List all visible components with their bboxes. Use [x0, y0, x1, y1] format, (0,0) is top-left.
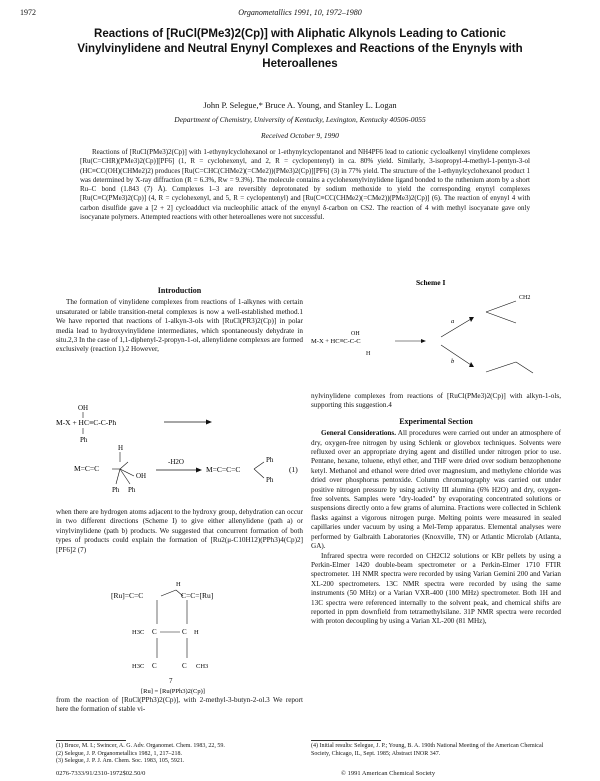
- eq1-ph-2: Ph: [112, 486, 120, 494]
- abstract: Reactions of [RuCl(PMe3)2(Cp)] with 1-ethynylcyclohexanol or 1-ethynylcyclopentanol and NH4PF6 lead to cationic cycloalkenyl vinylidene complexes [Ru(C=CHR)(PMe3)2(Cp)][PF6] (1, R = cyclohexenyl, and 2, R = cyclopentenyl) in ca. 80% yield. Similarly, 3-isopropyl-4-methyl-1-pentyn-3-ol (HC≡CC(OH)(CHMe2)2) produces [Ru(C=CHC(CHMe2)(=CMe2))(PMe3)2(Cp)][PF6] (3) in 77% yield. The structure of the 1-ethynylcyclohexanol product 1 was determined by X-ray diffraction (R = 6.3%, Rw = 9.3%). The molecule contains a cyclohexenylvinylidene ligand bonded to the ruthenium atom by a short Ru–C bond (1.843 (7) Å). Complexes 1–3 are reversibly deprotonated by sodium methoxide to yield the corresponding enynyl complexes [Ru(C≡C(PMe3)2(Cp)] (4, R = cyclohexenyl, and 5, R = cyclopentenyl) and [Ru(C≡CC(CHMe2)(=CMe2))(PMe3)2(Cp)] (6). The reaction of enynyl 4 with carbon disulfide gave a [2 + 2] cycloadduct via nucleophilic attack of the enynyl δ-carbon on CS2. The reaction of 4 with methyl isocyanate gave only isocyanate polymers. Attempted reactions with other heteroallenes were not successful.: [80, 148, 530, 222]
- received-date: Received October 9, 1990: [261, 131, 339, 140]
- cmpd7-ru-right: C=C=[Ru]: [181, 591, 214, 600]
- footnote-4: (4) Initial results: Selegue, J. P.; Young, B. A. 190th National Meeting of the American Chemical Society, Chicago, IL, Sept. 1985; Abstract INOR 347.: [311, 743, 544, 757]
- cmpd7-ru-definition: [Ru] = [Ru(PPh3)2(Cp)]: [141, 688, 205, 695]
- scheme-oh: OH: [351, 331, 360, 337]
- cmpd7-ru-left: [Ru]=C=C: [111, 591, 144, 600]
- eq1-reactants: M-X + HC≡C-C-Ph: [56, 418, 117, 427]
- experimental-heading: Experimental Section: [399, 416, 473, 426]
- scheme-path-a: a: [451, 318, 455, 325]
- eq1-product: M=C=C=C: [206, 465, 241, 474]
- eq1-intermediate: M=C=C: [74, 464, 100, 473]
- compound-7-structure: [56, 576, 303, 696]
- eq1-ph-5: Ph: [266, 476, 274, 484]
- cmpd7-h-top: H: [176, 581, 181, 588]
- scheme-label: Scheme I: [416, 278, 446, 287]
- eq1-oh-label: OH: [78, 404, 89, 412]
- cmpd7-h3c-2: H3C: [132, 663, 145, 670]
- eq1-number: (1): [289, 465, 298, 474]
- reaction-1-scheme: [56, 402, 303, 502]
- intro-section: [56, 286, 303, 355]
- author-list: John P. Selegue,* Bruce A. Young, and Stanley L. Logan: [203, 100, 397, 110]
- right-column-text: [311, 392, 561, 627]
- eq1-ph-4: Ph: [266, 456, 274, 464]
- eq1-dehydration-label: -H2O: [168, 458, 184, 466]
- intro-continued: [56, 508, 303, 555]
- article-title: Reactions of [RuCl(PMe3)2(Cp)] with Aliphatic Alkynols Leading to Cationic Vinylvinylidene and Neutral Enynyl Complexes and Reactions of the Enynyls with Heteroallenes: [77, 28, 523, 70]
- cmpd7-c-4: C: [182, 662, 187, 670]
- copyright: © 1991 American Chemical Society: [341, 770, 436, 777]
- intro-paragraph-3: from the reaction of [RuCl(PPh3)2(Cp)], with 2-methyl-3-butyn-2-ol.3 We report here the formation of stable vi-: [56, 696, 303, 714]
- cmpd7-h-right: H: [194, 629, 199, 636]
- cmpd7-c-2: C: [182, 628, 187, 636]
- cmpd7-number: 7: [169, 677, 173, 685]
- eq1-oh2-label: OH: [136, 472, 147, 480]
- footnote-rule-left: [56, 740, 126, 741]
- intro-paragraph-2: when there are hydrogen atoms adjacent to the hydroxy group, dehydration can occur in two different directions (Scheme I) to give either allenylidene (path a) or vinylvinylidene (path b) products. We suggested that concurrent formation of both types of products could explain the formation of [Ru2(μ-C10H12)(PPh3)4(Cp)2][PF6]2 (7): [56, 508, 303, 554]
- spectroscopy-paragraph: Infrared spectra were recorded on CH2Cl2 solutions or KBr pellets by using a Perkin-Elmer 1420 double-beam spectrometer or a Perkin-Elmer 1710 FTIR spectrometer. 1H NMR spectra were recorded by using Varian Gemini 200 and Varian XL-200 spectrometers. 13C NMR spectra were recorded by using the same instruments (50 MHz) or a Varian VXR-400 (100 MHz) spectrometer. Both 1H and 13C spectra were referenced internally to the solvent peak, and chemical shifts are reported in ppm downfield from tetramethylsilane. 31P NMR spectra were recorded with proton decoupling by using a Varian XL-200 (81 MHz),: [311, 551, 561, 626]
- footnote-1: (1) Bruce, M. I.; Swincer, A. G. Adv. Organomet. Chem. 1983, 22, 59.: [56, 743, 225, 749]
- footnotes-right: [311, 743, 561, 758]
- cmpd7-h3c-1: H3C: [132, 629, 145, 636]
- cmpd7-c-1: C: [152, 628, 157, 636]
- journal-citation: Organometallics 1991, 10, 1972–1980: [238, 8, 362, 17]
- eq1-h-label: H: [118, 444, 124, 452]
- scheme-h: H: [366, 351, 371, 357]
- scheme-reactant: M-X + HC≡C-C-C: [311, 338, 361, 345]
- general-considerations-paragraph: [311, 429, 561, 551]
- article-code: 0276-7333/91/2310-1972$02.50/0: [56, 770, 146, 777]
- general-considerations-body: All procedures were carried out under an atmosphere of dry, oxygen-free nitrogen by using Schlenk or glovebox techniques. Solvents were refluxed over an appropriate drying agent and distilled under nitrogen prior to use. Pentane, hexane, toluene, ethyl ether, and THF were dried over sodium benzophenone ketyl. Methanol and ethanol were dried over magnesium, and methylene chloride was dried over phosphorus pentoxide. Column chromatography was carried out under positive nitrogen pressure by using activity III alumina (6% H2O) and dry, oxygen-free solvents. Samples were "dry-loaded" by evaporating concentrated solutions or suspensions directly onto a few grams of alumina. Fractions were collected in Schlenk flasks against a vigorous nitrogen purge. Melting points were measured in sealed capillaries under vacuum by using a Mel-Temp apparatus. Elemental analyses were performed by Galbraith Laboratories (Knoxville, TN) or Atlantic Microlab (Atlanta, GA).: [311, 429, 561, 551]
- scheme-ch2: CH2: [519, 295, 531, 301]
- running-header: [20, 8, 580, 22]
- eq1-ph-label: Ph: [80, 436, 88, 444]
- intro-continued-2: [56, 696, 303, 715]
- intro-paragraph-1: The formation of vinylidene complexes from reactions of 1-alkynes with certain unsaturated or labile transition-metal complexes is now a well-established method.1 We have reported that reactions of 1-alkyn-3-ols with [RuCl(PR3)2(Cp)] in polar media lead to hydroxyvinylidene intermediates, which spontaneously dehydrate in situ.2,3 In the case of 1,1-diphenyl-2-propyn-1-ol, allenylidene complexes are formed exclusively (reaction 1).2 However,: [56, 298, 303, 354]
- eq1-ph-3: Ph: [128, 486, 136, 494]
- general-considerations-lead: General Considerations.: [321, 429, 397, 438]
- footnote-3: (3) Selegue, J. P. J. Am. Chem. Soc. 1983, 105, 5921.: [56, 758, 185, 764]
- affiliation: Department of Chemistry, University of Kentucky, Lexington, Kentucky 40506-0055: [174, 115, 426, 124]
- cmpd7-c-3: C: [152, 662, 157, 670]
- scheme-1: [311, 277, 561, 387]
- page-number: 1972: [20, 8, 36, 17]
- right-continuation: nylvinylidene complexes from reactions of [RuCl(PMe3)2(Cp)] with alkyn-1-ols, supporting this suggestion.4: [311, 392, 561, 410]
- footnote-2: (2) Selegue, J. P. Organometallics 1982, 1, 217–218.: [56, 750, 183, 757]
- footnotes-left: [56, 743, 303, 766]
- footnote-rule-right: [311, 740, 381, 741]
- cmpd7-ch3: CH3: [196, 663, 209, 670]
- intro-heading: Introduction: [157, 286, 202, 295]
- scheme-path-b: b: [451, 358, 455, 365]
